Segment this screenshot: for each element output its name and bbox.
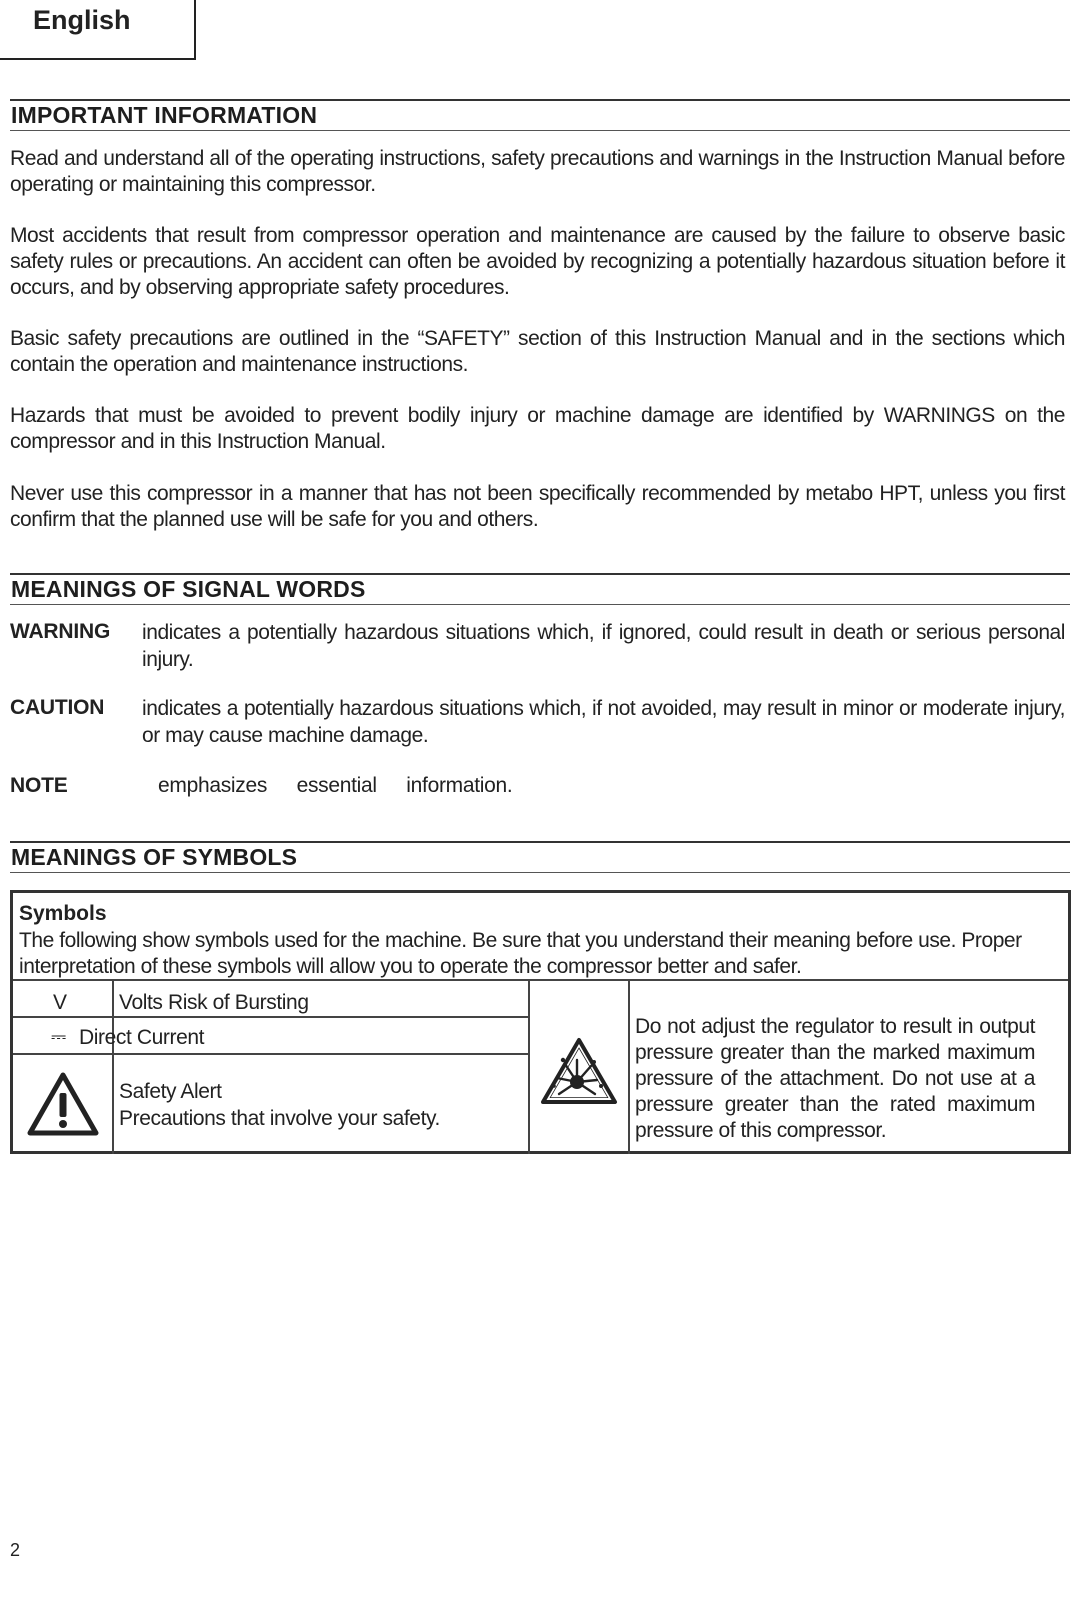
dc-symbol-icon: ⎓ <box>51 1027 66 1048</box>
table-rule <box>528 980 530 1154</box>
volts-label: Volts Risk of Bursting <box>119 991 309 1014</box>
important-information-heading <box>10 99 1070 131</box>
signal-term-warning: WARNING <box>10 620 111 643</box>
info-paragraph-2: Most accidents that result from compressor operation and maintenance are caused by the failure to observe basic safety rules or precautions. An accident can often be avoided by recognizing a potentially hazardous situation before it occurs, and by observing appropriate safety procedures. <box>10 224 1065 299</box>
bursting-description: Do not adjust the regulator to result in output pressure greater than the marked maximum pressure of the attachment. Do not use at a pressure greater than the rated maximum pressure of this compressor. <box>635 1015 1035 1142</box>
table-rule <box>13 1053 528 1055</box>
page-number: 2 <box>10 1540 21 1560</box>
symbols-table <box>10 890 1071 1154</box>
signal-desc-note: emphasizes essential information. <box>158 774 513 797</box>
safety-alert-title: Safety Alert <box>119 1080 222 1103</box>
signal-words-heading <box>10 573 1070 605</box>
info-paragraph-5: Never use this compressor in a manner that has not been specifically recommended by metabo HPT, unless you first confirm that the planned use will be safe for you and others. <box>10 482 1065 531</box>
signal-words-title: MEANINGS OF SIGNAL WORDS <box>11 576 366 602</box>
dc-label: Direct Current <box>79 1026 205 1049</box>
info-paragraph-3: Basic safety precautions are outlined in the “SAFETY” section of this Instruction Manual and in the sections which contain the operation and maintenance instructions. <box>10 327 1065 376</box>
signal-desc-caution: indicates a potentially hazardous situations which, if not avoided, may result in minor or moderate injury, or may cause machine damage. <box>142 697 1065 747</box>
table-rule <box>112 980 114 1154</box>
symbols-intro: The following show symbols used for the machine. Be sure that you understand their meaning before use. Proper interpretation of these symbols will allow you to operate the compressor better and safer. <box>19 929 1022 978</box>
signal-term-caution: CAUTION <box>10 696 105 719</box>
warning-triangle-icon <box>27 1071 99 1137</box>
symbols-heading <box>10 841 1070 873</box>
language-tab <box>0 0 196 60</box>
table-rule <box>628 980 630 1154</box>
explosion-triangle-icon <box>539 1036 619 1106</box>
info-paragraph-4: Hazards that must be avoided to prevent bodily injury or machine damage are identified by WARNINGS on the compressor and in this Instruction Manual. <box>10 404 1065 453</box>
volts-symbol: V <box>53 991 67 1014</box>
table-rule <box>13 979 1068 981</box>
safety-alert-description: Precautions that involve your safety. <box>119 1107 440 1130</box>
symbols-title: MEANINGS OF SYMBOLS <box>11 844 298 870</box>
important-information-title: IMPORTANT INFORMATION <box>11 102 318 128</box>
language-label: English <box>33 5 131 35</box>
signal-term-note: NOTE <box>10 774 68 797</box>
signal-desc-warning: indicates a potentially hazardous situations which, if ignored, could result in death or serious personal injury. <box>142 621 1065 671</box>
symbols-box-title: Symbols <box>19 902 107 925</box>
info-paragraph-1: Read and understand all of the operating instructions, safety precautions and warnings in the Instruction Manual before operating or maintaining this compressor. <box>10 147 1065 196</box>
table-rule <box>13 1016 528 1018</box>
